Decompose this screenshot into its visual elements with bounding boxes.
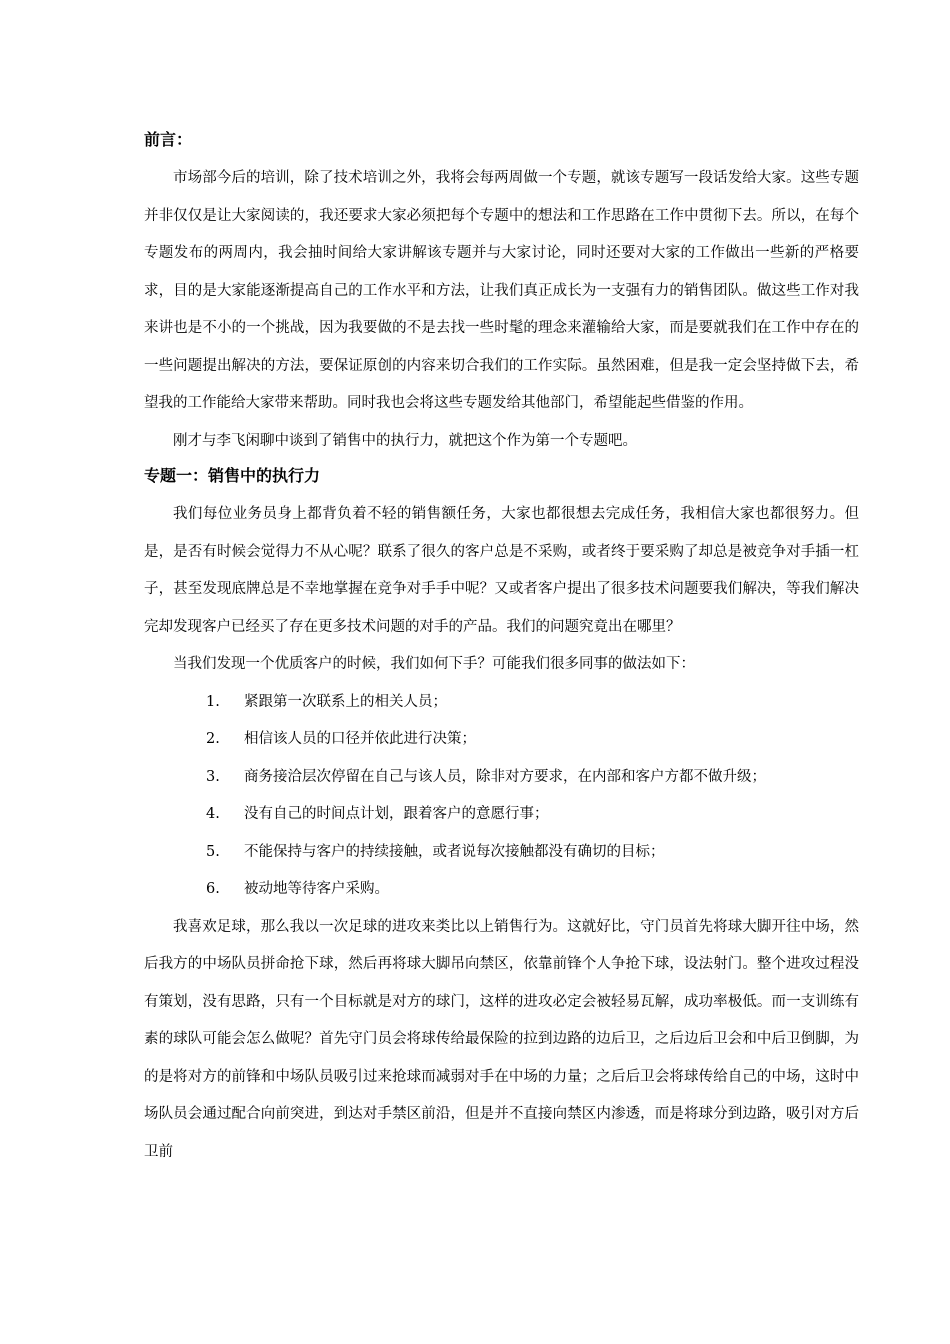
list-item	[144, 721, 859, 759]
list-item	[144, 796, 859, 834]
list-item-text: 被动地等待客户采购。	[244, 881, 389, 897]
topic-heading: 专题一：销售中的执行力	[144, 466, 321, 485]
list-item	[144, 759, 859, 797]
list-item-text: 相信该人员的口径并依此进行决策；	[244, 731, 476, 747]
list-item-text: 商务接洽层次停留在自己与该人员，除非对方要求，在内部和客户方都不做升级；	[244, 768, 766, 785]
list-item-number: 4.	[206, 806, 220, 822]
list-item-text: 没有自己的时间点计划，跟着客户的意愿行事；	[244, 806, 549, 822]
list-item	[144, 684, 859, 722]
topic-paragraph-1: 我们每位业务员身上都背负着不轻的销售额任务，大家也都很想去完成任务，我相信大家也都很努力。但是，是否有时候会觉得力不从心呢？联系了很久的客户总是不采购，或者终于要采购了却总是被竞争对手插一杠子，甚至发现底牌总是不幸地掌握在竞争对手手中呢？又或者客户提出了很多技术问题要我们解决，等我们解决完却发现客户已经买了存在更多技术问题的对手的产品。我们的问题究竟出在哪里？	[144, 506, 859, 635]
list-item-number: 1.	[206, 693, 220, 710]
list-item-number: 2.	[206, 731, 220, 747]
topic-paragraph-2: 当我们发现一个优质客户的时候，我们如何下手？可能我们很多同事的做法如下：	[173, 656, 695, 672]
practice-list	[144, 684, 859, 909]
preface-paragraph-1: 市场部今后的培训，除了技术培训之外，我将会每两周做一个专题，就该专题写一段话发给大家。这些专题并非仅仅是让大家阅读的，我还要求大家必须把每个专题中的想法和工作思路在工作中贯彻下去。所以，在每个专题发布的两周内，我会抽时间给大家讲解该专题并与大家讨论，同时还要对大家的工作做出一些新的严格要求，目的是大家能逐渐提高自己的工作水平和方法，让我们真正成长为一支强有力的销售团队。做这些工作对我来讲也是不小的一个挑战，因为我要做的不是去找一些时髦的理念来灌输给大家，而是要就我们在工作中存在的一些问题提出解决的方法，要保证原创的内容来切合我们的工作实际。虽然困难，但是我一定会坚持做下去，希望我的工作能给大家带来帮助。同时我也会将这些专题发给其他部门，希望能起些借鉴的作用。	[144, 170, 859, 411]
list-item-number: 3.	[206, 768, 220, 785]
list-item-number: 6.	[206, 881, 220, 897]
list-item-text: 不能保持与客户的持续接触，或者说每次接触都没有确切的目标；	[244, 843, 665, 860]
list-item	[144, 871, 859, 909]
list-item-text: 紧跟第一次联系上的相关人员；	[244, 693, 447, 710]
document-page	[144, 126, 859, 1171]
topic-paragraph-3: 我喜欢足球，那么我以一次足球的进攻来类比以上销售行为。这就好比，守门员首先将球大脚开往中场，然后我方的中场队员拼命抢下球，然后再将球大脚吊向禁区，依靠前锋个人争抢下球，设法射门。整个进攻过程没有策划，没有思路，只有一个目标就是对方的球门，这样的进攻必定会被轻易瓦解，成功率极低。而一支训练有素的球队可能会怎么做呢？首先守门员会将球传给最保险的拉到边路的边后卫，之后边后卫会和中后卫倒脚，为的是将对方的前锋和中场队员吸引过来抢球而减弱对手在中场的力量；之后后卫会将球传给自己的中场，这时中场队员会通过配合向前突进，到达对手禁区前沿，但是并不直接向禁区内渗透，而是将球分到边路，吸引对方后卫前	[144, 918, 859, 1160]
list-item-number: 5.	[206, 843, 220, 860]
list-item	[144, 834, 859, 872]
preface-heading: 前言：	[144, 130, 193, 149]
preface-paragraph-2: 刚才与李飞闲聊中谈到了销售中的执行力，就把这个作为第一个专题吧。	[173, 432, 637, 449]
